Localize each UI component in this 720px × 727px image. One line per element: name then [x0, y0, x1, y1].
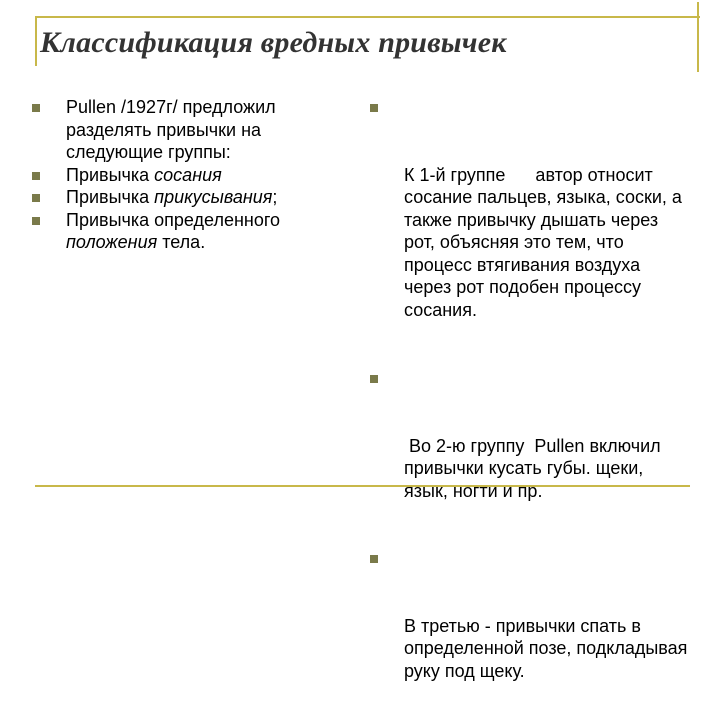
list-item	[32, 186, 322, 209]
item-text: Привычка определенного положения тела.	[66, 209, 281, 252]
square-bullet-icon	[370, 375, 378, 383]
square-bullet-icon	[32, 104, 40, 112]
square-bullet-icon	[32, 194, 40, 202]
item-text: Привычка сосания	[66, 164, 222, 185]
item-text: Во 2-ю группу Pullen включил привычки кусать губы. щеки, язык, ногти и пр.	[404, 435, 671, 501]
list-item	[370, 547, 693, 727]
square-bullet-icon	[370, 555, 378, 563]
item-text: В третью - привычки спать в определенной позе, подкладывая руку под щеку.	[404, 615, 693, 681]
list-item	[32, 96, 322, 164]
item-text: К 1-й группе автор относит сосание пальцев, языка, соски, а также привычку дышать через рот, объясняя это тем, что процесс втягивания воздуха через рот подобен процессу сосания.	[404, 164, 687, 320]
square-bullet-icon	[32, 172, 40, 180]
list-item	[370, 367, 690, 547]
top-rule	[35, 16, 700, 18]
slide-title: Классификация вредных привычек	[40, 26, 507, 59]
right-column	[370, 96, 693, 727]
list-item	[32, 209, 322, 254]
item-text: Pullen /1927г/ предложил разделять привычки на следующие группы:	[66, 97, 276, 162]
left-column	[32, 96, 322, 254]
square-bullet-icon	[32, 217, 40, 225]
left-rule	[35, 16, 37, 66]
right-rule	[697, 2, 699, 72]
list-item	[32, 164, 322, 187]
square-bullet-icon	[370, 104, 378, 112]
list-item	[370, 96, 690, 366]
item-text: Привычка прикусывания;	[66, 187, 278, 207]
